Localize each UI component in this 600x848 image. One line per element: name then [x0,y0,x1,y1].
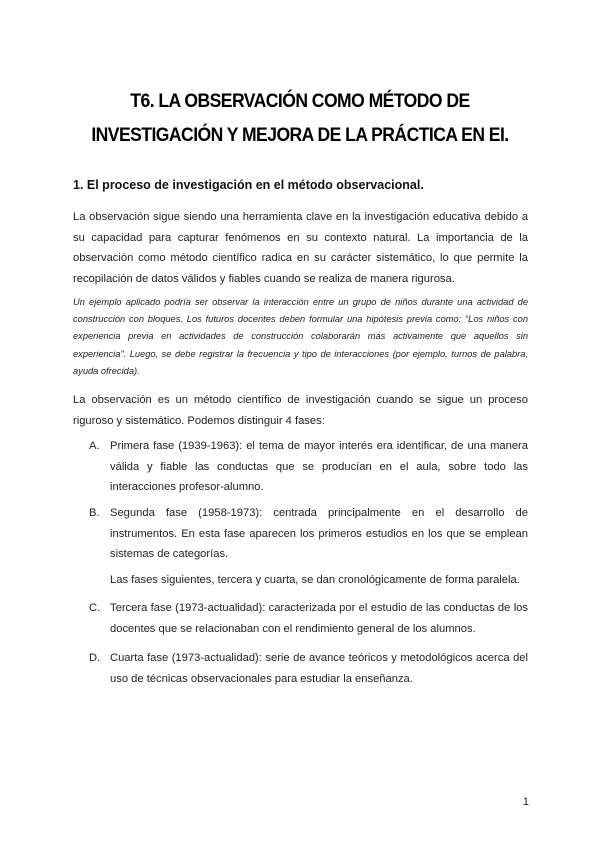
phase-text: Segunda fase (1958-1973): centrada principalmente en el desarrollo de instrumentos. En esta fase aparecen los primeros estudios en los que se emplean sistemas de categorías. [110,507,528,561]
phases-note: Las fases siguientes, tercera y cuarta, se dan cronológicamente de forma paralela. [110,574,520,586]
phases-intro-paragraph: La observación es un método científico de investigación cuando se sigue un proceso riguroso y sistemático. Podemos distinguir 4 fases: [73,394,528,427]
phase-marker: C. [89,602,101,614]
page-title-line-2: INVESTIGACIÓN Y MEJORA DE LA PRÁCTICA EN EI. [91,124,509,146]
page-number: 1 [522,796,529,808]
phase-text: Cuarta fase (1973-actualidad): serie de avance teóricos y metodológicos acerca del uso de técnicas observacionales para estudiar la enseñanza. [110,652,528,685]
example-paragraph: Un ejemplo aplicado podría ser observar la interacción entre un grupo de niños durante una actividad de construcción con bloques. Los futuros docentes deben formular una hipótesis previa como: “Los niños con experiencia previa en actividades de construcción colaborarán más activamente que aquellos sin experiencia”. Luego, se debe registrar la frecuencia y tipo de interacciones (por ejemplo, turnos de palabra, ayuda ofrecida). [73,297,528,376]
page-title-line-1: T6. LA OBSERVACIÓN COMO MÉTODO DE [130,90,470,112]
phase-text: Tercera fase (1973-actualidad): caracterizada por el estudio de las conductas de los docentes que se relacionaban con el rendimiento general de los alumnos. [110,602,528,635]
intro-paragraph: La observación sigue siendo una herramienta clave en la investigación educativa debido a su capacidad para capturar fenómenos en su contexto natural. La importancia de la observación como método científico radica en su carácter sistemático, lo que permite la recopilación de datos válidos y fiables cuando se realiza de manera rigurosa. [73,211,528,285]
section-heading: 1. El proceso de investigación en el método observacional. [73,178,424,192]
phase-marker: B. [89,507,100,519]
phase-marker: D. [89,652,101,664]
phase-marker: A. [89,440,100,452]
phase-text: Primera fase (1939-1963): el tema de mayor interés era identificar, de una manera válida y fiable las conductas que se producían en el aula, sobre todo las interacciones profesor-alumno. [110,440,528,494]
